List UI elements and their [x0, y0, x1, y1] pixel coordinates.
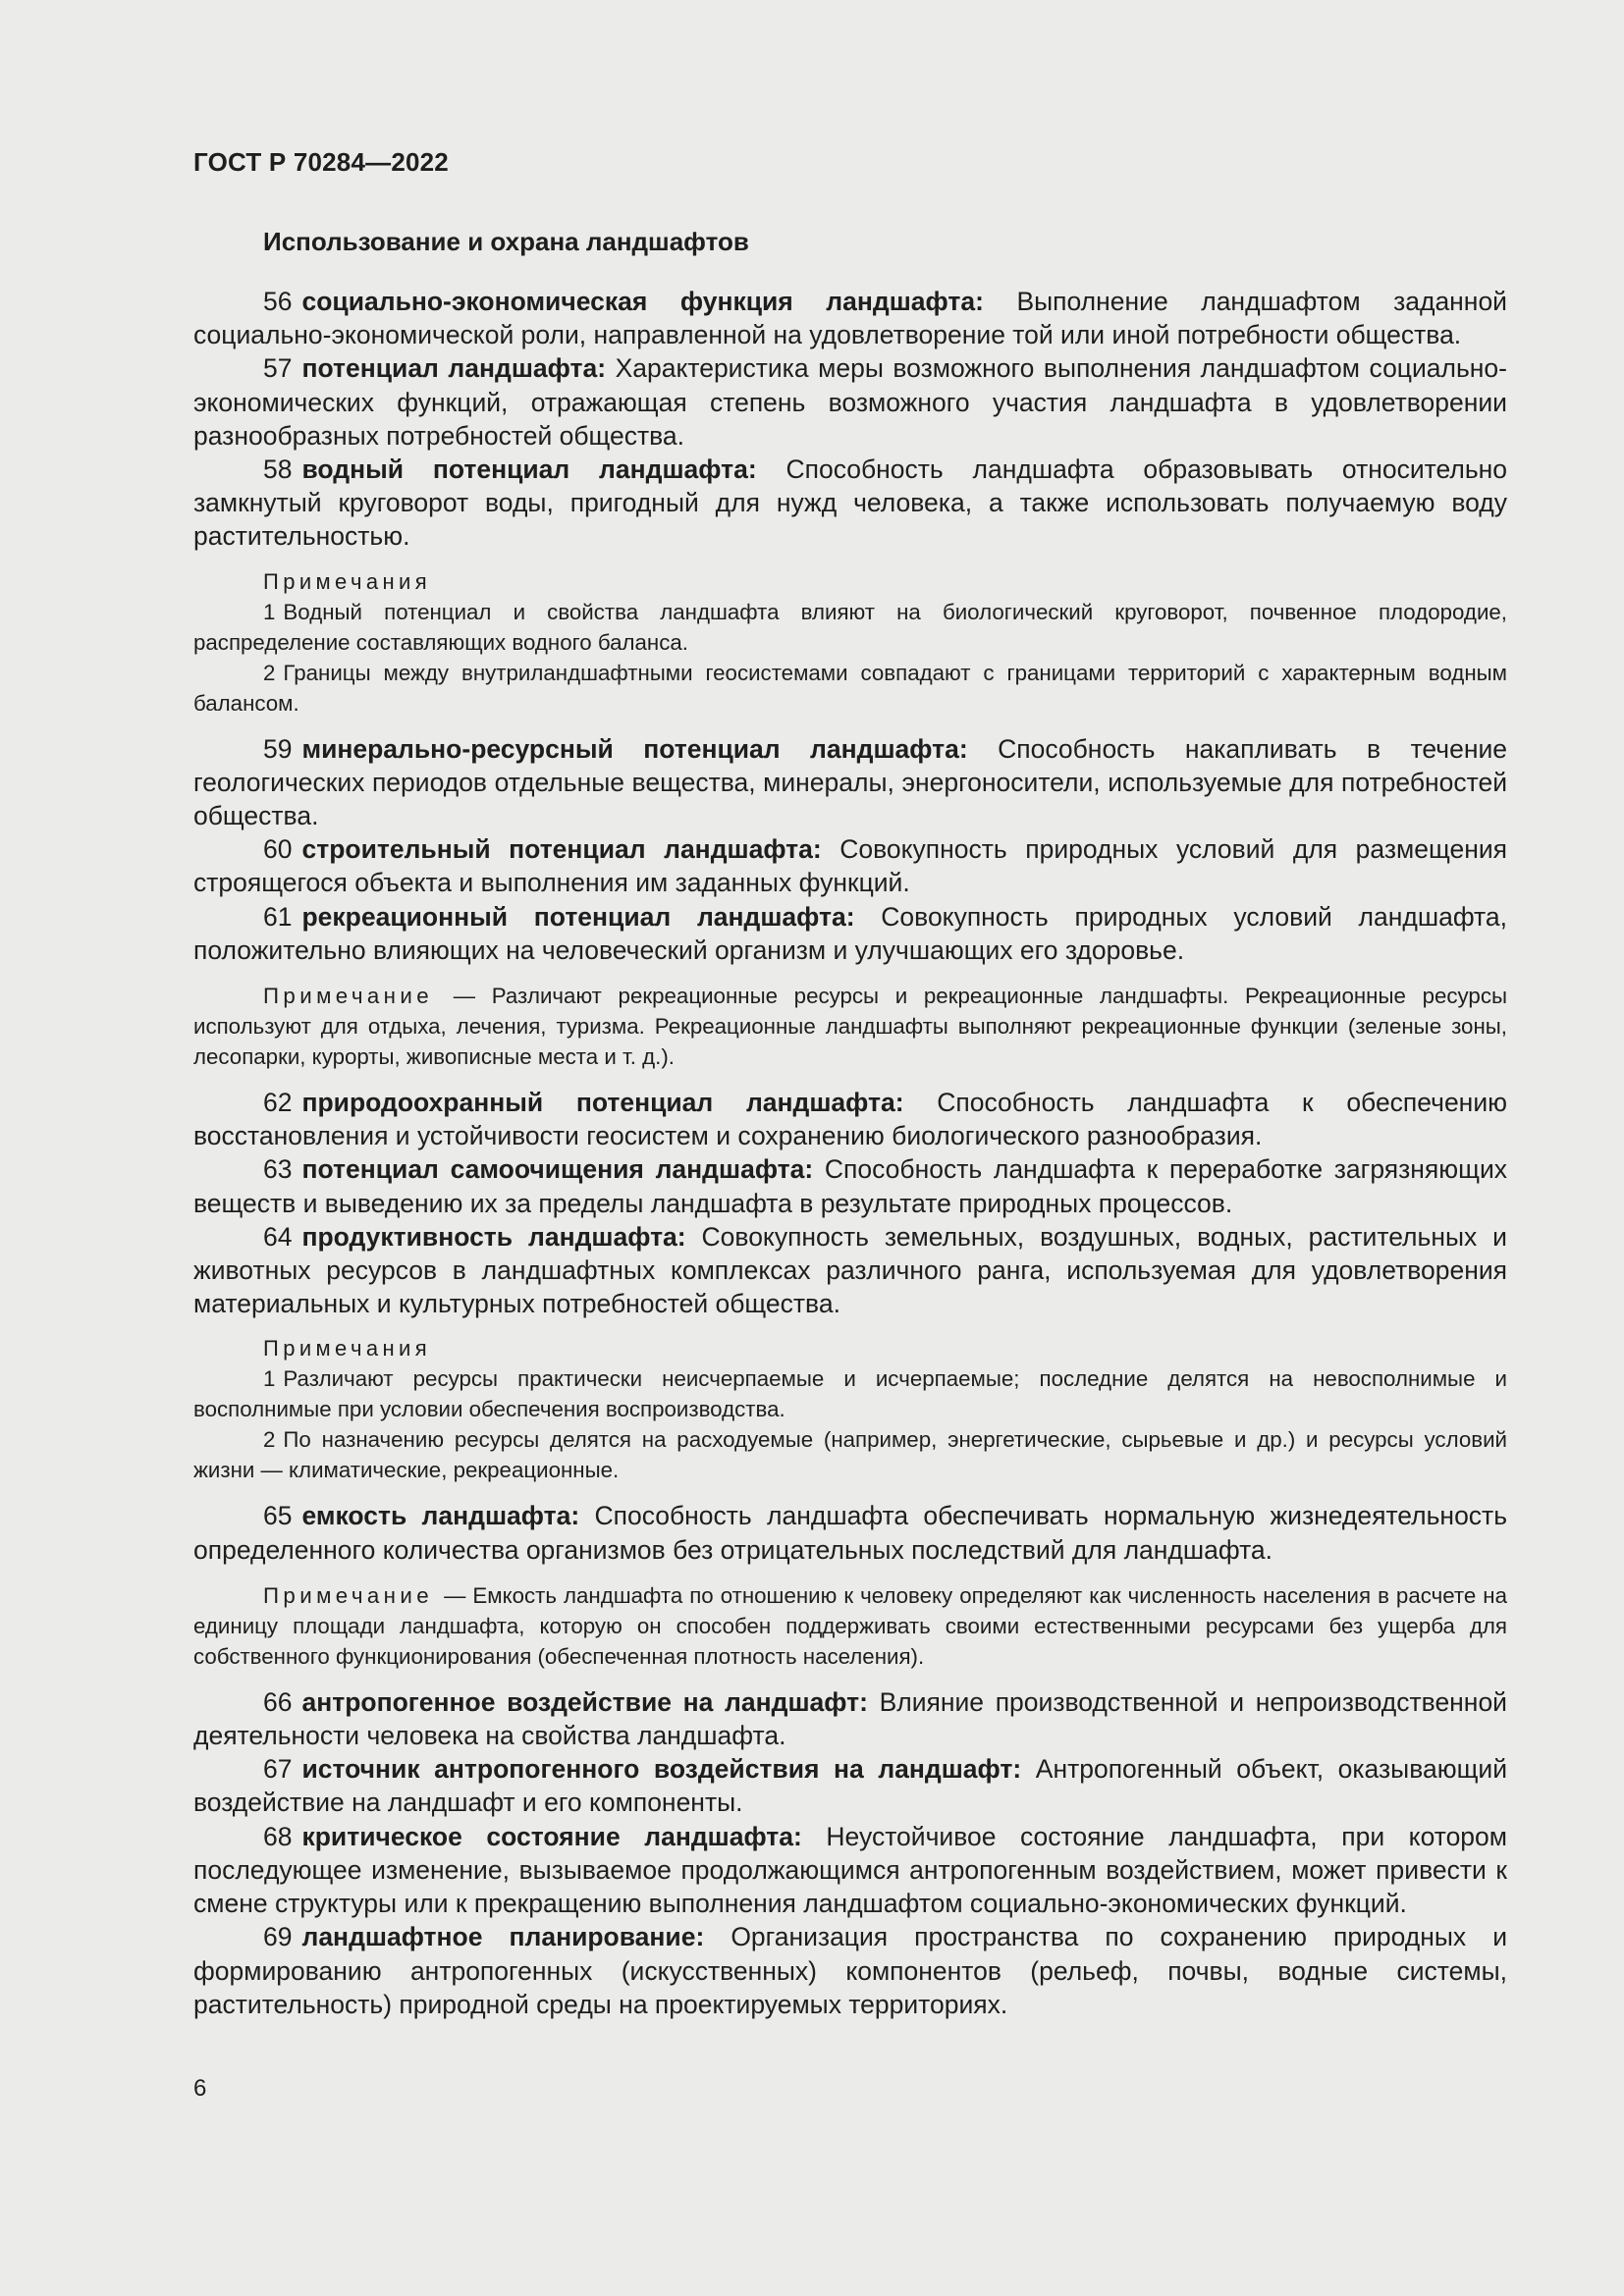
document-content: [193, 224, 1507, 2021]
term-definition: Способность ландшафта обеспечивать нормальную жизнедеятельность определенного количества организмов без отрицательных последствий для ландшафта.: [193, 1501, 1507, 1565]
term-entry: [193, 1220, 1507, 1321]
term-name: ландшафтное планирование:: [301, 1922, 705, 1952]
standard-header: ГОСТ Р 70284—2022: [193, 147, 449, 177]
term-entry: [193, 1685, 1507, 1752]
term-definition: Способность ландшафта к обеспечению восстановления и устойчивости геосистем и сохранению биологического разнообразия.: [193, 1088, 1507, 1151]
term-number: 66: [263, 1686, 293, 1717]
term-definition: Совокупность земельных, воздушных, водных, растительных и животных ресурсов в ландшафтных комплексах различного ранга, используемая для удовлетворения материальных и культурных потребностей общества.: [193, 1221, 1507, 1319]
term-name: потенциал ландшафта:: [301, 353, 607, 384]
term-name: природоохранный потенциал ландшафта:: [301, 1088, 904, 1118]
term-entry: [193, 285, 1507, 351]
term-name: строительный потенциал ландшафта:: [301, 834, 822, 865]
term-definition: Неустойчивое состояние ландшафта, при котором последующее изменение, вызываемое продолжающимся антропогенным воздействием, может привести к смене структуры или к прекращению выполнения ландшафтом социально-экономических функций.: [193, 1821, 1507, 1919]
term-definition: Совокупность природных условий для размещения строящегося объекта и выполнения им заданных функций.: [193, 834, 1507, 898]
note-text: — Различают рекреационные ресурсы и рекреационные ландшафты. Рекреационные ресурсы используют для отдыха, лечения, туризма. Рекреационные ландшафты выполняют рекреационные функции (зеленые зоны, лесопарки, курорты, живописные места и т. д.).: [193, 984, 1507, 1070]
note-number: 2: [263, 660, 276, 685]
term-definition: Способность ландшафта к переработке загрязняющих веществ и выведению их за пределы ландшафта в результате природных процессов.: [193, 1154, 1507, 1218]
term-definition: Характеристика меры возможного выполнения ландшафтом социально-экономических функций, отражающая степень возможного участия ландшафта в удовлетворении разнообразных потребностей общества.: [193, 353, 1507, 451]
term-entry: [193, 1086, 1507, 1152]
term-name: источник антропогенного воздействия на ландшафт:: [301, 1754, 1022, 1785]
term-definition: Выполнение ландшафтом заданной социально-экономической роли, направленной на удовлетворение той или иной потребности общества.: [193, 287, 1507, 350]
note-text: Границы между внутриландшафтными геосистемами совпадают с границами территорий с характерным водным балансом.: [193, 660, 1507, 716]
note-text: По назначению ресурсы делятся на расходуемые (например, энергетические, сырьевые и др.) и ресурсы условий жизни — климатические, рекреационные.: [193, 1427, 1507, 1483]
term-entry: [193, 1752, 1507, 1819]
term-definition: Влияние производственной и непроизводственной деятельности человека на свойства ландшафта.: [193, 1686, 1507, 1751]
term-name: водный потенциал ландшафта:: [301, 454, 757, 485]
note-block: [193, 981, 1507, 1072]
term-number: 64: [263, 1221, 293, 1252]
term-name: рекреационный потенциал ландшафта:: [301, 901, 855, 932]
term-entry: [193, 351, 1507, 453]
term-name: минерально-ресурсный потенциал ландшафта:: [301, 733, 968, 764]
term-number: 67: [263, 1754, 293, 1785]
term-number: 60: [263, 834, 293, 865]
term-number: 56: [263, 287, 293, 316]
notes-label: Примечания: [263, 568, 432, 594]
term-number: 58: [263, 454, 293, 485]
term-definition: Совокупность природных условий ландшафта, положительно влияющих на человеческий организм и улучшающих его здоровье.: [193, 901, 1507, 965]
note-number: 2: [263, 1427, 276, 1453]
note-item: [193, 1363, 1507, 1424]
notes-block: [193, 1334, 1507, 1485]
note-label: Примечание: [263, 1582, 434, 1608]
section-title: Использование и охрана ландшафтов: [263, 227, 749, 256]
note-text: — Емкость ландшафта по отношению к человеку определяют как численность населения в расчете на единицу площади ландшафта, которую он способен поддерживать своими естественными ресурсами без ущерба для собственного функционирования (обеспеченная плотность населения).: [193, 1582, 1507, 1669]
term-name: емкость ландшафта:: [301, 1501, 580, 1531]
term-definition: Антропогенный объект, оказывающий воздействие на ландшафт и его компоненты.: [193, 1754, 1507, 1818]
term-definition: Способность ландшафта образовывать относительно замкнутый круговорот воды, пригодный для нужд человека, а также использовать получаемую воду растительностью.: [193, 454, 1507, 552]
note-text: Различают ресурсы практически неисчерпаемые и исчерпаемые; последние делятся на невосполнимые и восполнимые при условии обеспечения воспроизводства.: [193, 1366, 1507, 1422]
term-entry: [193, 1152, 1507, 1219]
term-number: 65: [263, 1501, 293, 1531]
term-name: продуктивность ландшафта:: [301, 1221, 686, 1252]
note-item: [193, 1424, 1507, 1485]
term-entry: [193, 453, 1507, 554]
term-number: 61: [263, 901, 293, 932]
term-name: антропогенное воздействие на ландшафт:: [301, 1686, 868, 1717]
page-number: 6: [193, 2075, 207, 2102]
term-entry: [193, 832, 1507, 899]
note-item: [193, 658, 1507, 719]
note-text: Водный потенциал и свойства ландшафта влияют на биологический круговорот, почвенное плодородие, распределение составляющих водного баланса.: [193, 599, 1507, 655]
term-number: 59: [263, 733, 293, 764]
terms-list: [193, 285, 1507, 2021]
notes-label: Примечания: [263, 1336, 432, 1362]
term-name: социально-экономическая функция ландшафта:: [301, 287, 984, 316]
term-entry: [193, 1499, 1507, 1566]
term-entry: [193, 900, 1507, 967]
term-number: 68: [263, 1821, 293, 1851]
term-name: потенциал самоочищения ландшафта:: [301, 1154, 814, 1185]
term-entry: [193, 1920, 1507, 2021]
note-number: 1: [263, 599, 276, 624]
note-item: [193, 597, 1507, 658]
note-block: [193, 1580, 1507, 1672]
term-definition: Организация пространства по сохранению природных и формированию антропогенных (искусственных) компонентов (рельеф, почвы, водные системы, растительность) природной среды на проектируемых территориях.: [193, 1922, 1508, 2019]
term-number: 63: [263, 1154, 293, 1185]
term-entry: [193, 732, 1507, 833]
term-entry: [193, 1820, 1507, 1921]
term-definition: Способность накапливать в течение геологических периодов отдельные вещества, минералы, энергоносители, используемые для потребностей общества.: [193, 733, 1507, 831]
note-label: Примечание: [263, 984, 434, 1009]
note-number: 1: [263, 1366, 276, 1392]
term-number: 69: [263, 1922, 293, 1952]
term-name: критическое состояние ландшафта:: [301, 1821, 802, 1851]
term-number: 62: [263, 1088, 293, 1118]
notes-block: [193, 567, 1507, 719]
term-number: 57: [263, 353, 293, 384]
